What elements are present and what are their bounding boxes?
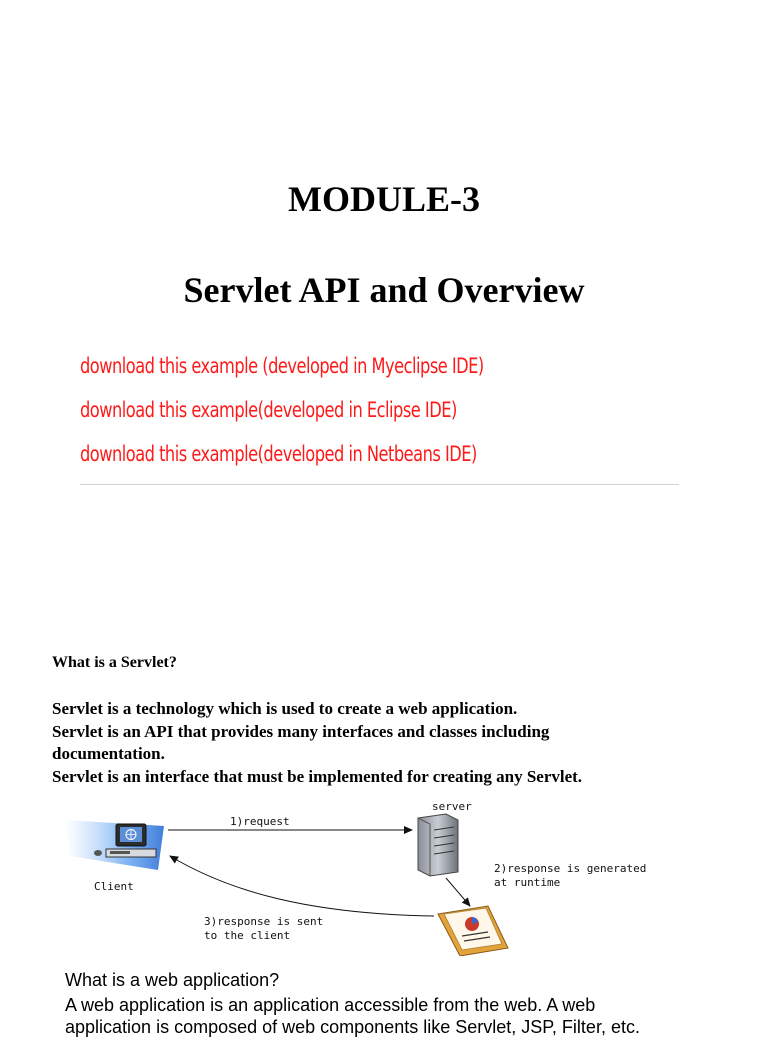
download-link-netbeans[interactable]: download this example(developed in Netbeans IDE): [80, 442, 477, 466]
definition-line: Servlet is a technology which is used to create a web application.: [52, 699, 518, 718]
webapp-definition: [65, 994, 755, 1038]
definition-line: Servlet is an interface that must be implemented for creating any Servlet.: [52, 766, 583, 786]
sent-label-line2: to the client: [204, 929, 291, 942]
request-label: 1)request: [230, 815, 290, 828]
download-links: [80, 344, 549, 476]
client-computer-icon: [64, 820, 164, 870]
servlet-question: What is a Servlet?: [52, 654, 177, 671]
webapp-question: What is a web application?: [65, 970, 280, 990]
servlet-definition: [52, 698, 692, 788]
module-title: MODULE-3: [288, 179, 480, 219]
definition-line: documentation.: [52, 744, 165, 763]
definition-line: Servlet is an API that provides many interfaces and classes including: [52, 721, 550, 741]
generated-label-line2: at runtime: [494, 876, 561, 889]
webapp-line: A web application is an application accessible from the web. A web: [65, 995, 596, 1015]
client-label: Client: [94, 880, 134, 893]
response-document-icon: [438, 906, 508, 956]
server-label: server: [432, 800, 472, 813]
generated-label-line1: 2)response is generated: [494, 862, 647, 875]
download-link-eclipse[interactable]: download this example(developed in Eclipse IDE): [80, 398, 457, 422]
download-link-myeclipse[interactable]: download this example (developed in Myeclipse IDE): [80, 354, 484, 378]
server-icon: [418, 814, 458, 876]
section-title: Servlet API and Overview: [183, 270, 585, 310]
response-sent-arrow: [170, 856, 434, 916]
webapp-line: application is composed of web components like Servlet, JSP, Filter, etc.: [65, 1017, 640, 1037]
sent-label-line1: 3)response is sent: [204, 915, 324, 928]
response-generated-arrow: [446, 878, 470, 906]
divider: [80, 484, 679, 485]
servlet-request-diagram: [60, 796, 700, 956]
